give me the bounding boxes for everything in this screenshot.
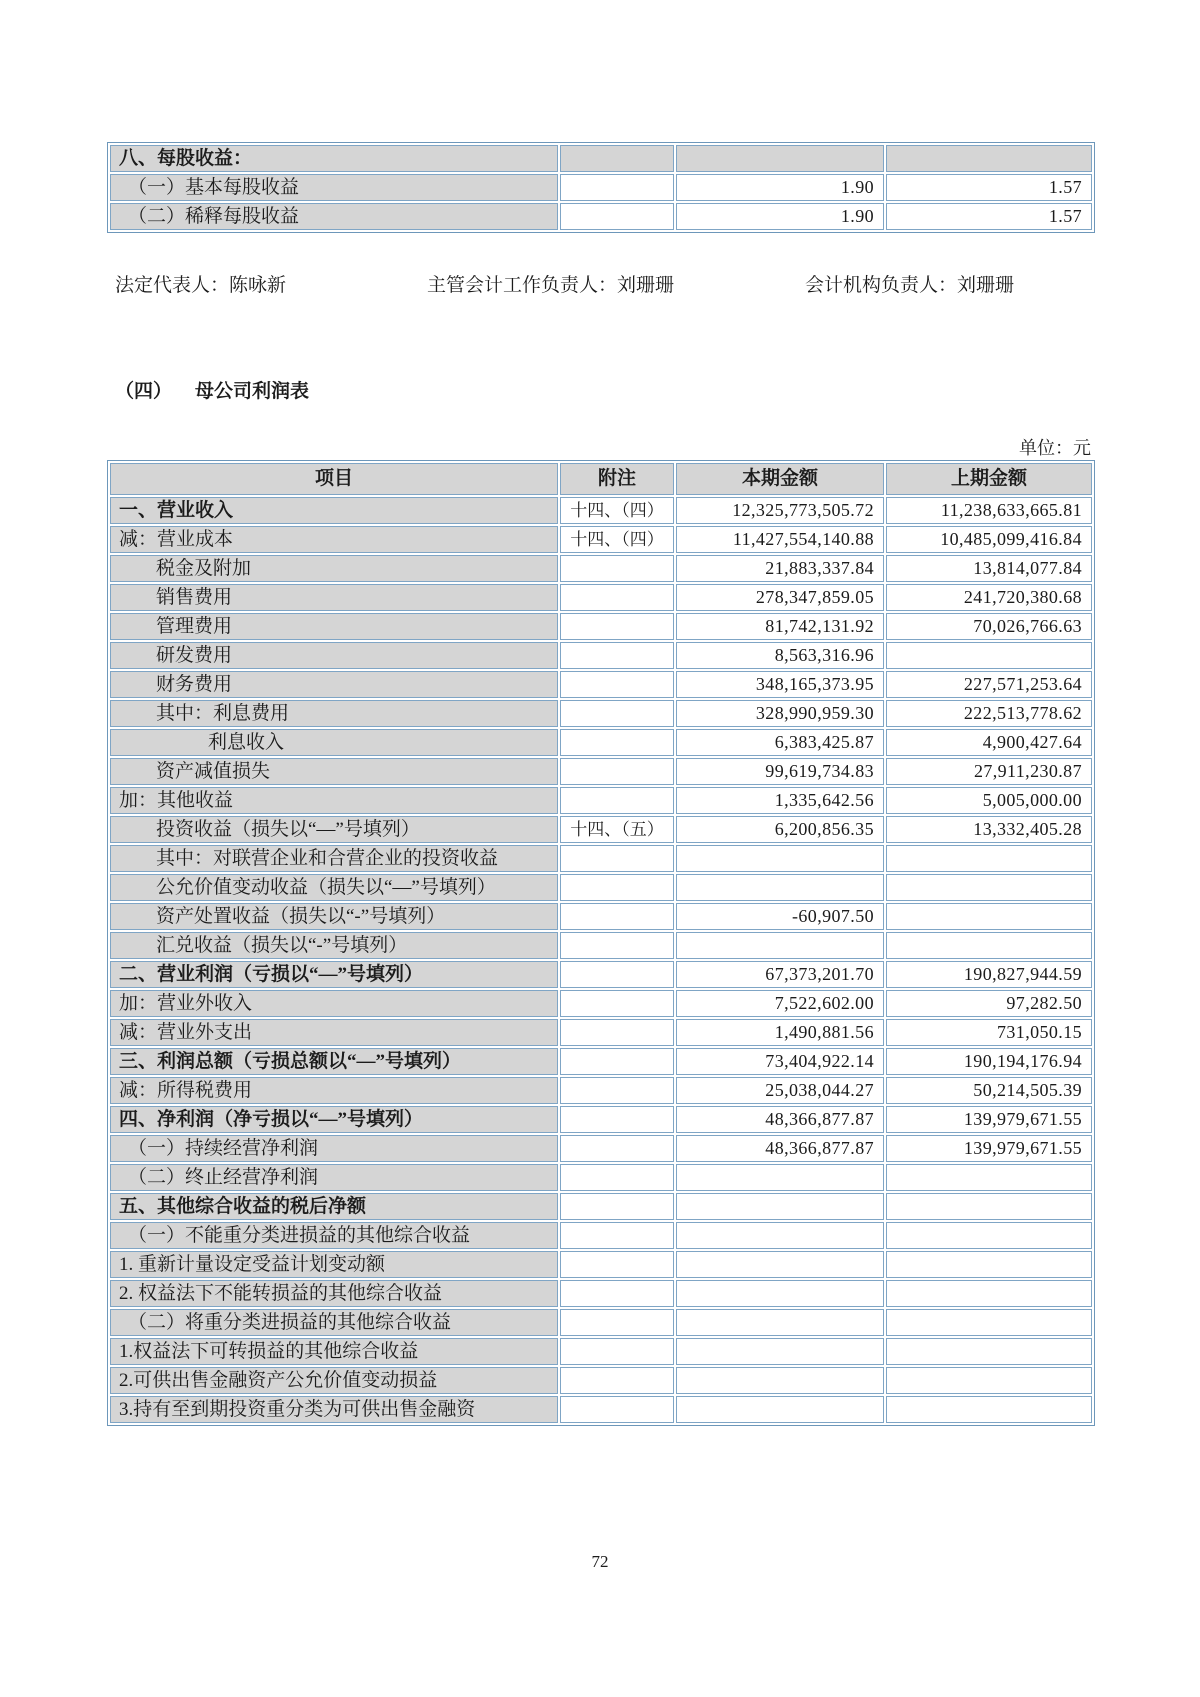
row-note: [560, 1193, 674, 1220]
row-previous-amount: 1.57: [886, 174, 1092, 201]
row-previous-amount: [886, 1396, 1092, 1423]
row-current-amount: [676, 874, 884, 901]
row-current-amount: 1,490,881.56: [676, 1019, 884, 1046]
page-content: [107, 0, 1093, 1697]
row-label: 2. 权益法下不能转损益的其他综合收益: [110, 1280, 558, 1307]
row-label: 减：营业外支出: [110, 1019, 558, 1046]
row-label: 其中：对联营企业和合营企业的投资收益: [110, 845, 558, 872]
row-previous-amount: 27,911,230.87: [886, 758, 1092, 785]
row-note: [560, 1367, 674, 1394]
row-current-amount: 67,373,201.70: [676, 961, 884, 988]
column-header-row: [110, 463, 1092, 495]
row-label: （二）终止经营净利润: [110, 1164, 558, 1191]
row-previous-amount: 11,238,633,665.81: [886, 497, 1092, 524]
row-label: （二）将重分类进损益的其他综合收益: [110, 1309, 558, 1336]
row-previous-amount: 10,485,099,416.84: [886, 526, 1092, 553]
table-row: [110, 1106, 1092, 1133]
row-note: [560, 1164, 674, 1191]
table-row: [110, 1222, 1092, 1249]
row-label: 一、营业收入: [110, 497, 558, 524]
table-row: [110, 1309, 1092, 1336]
row-current-amount: [676, 1338, 884, 1365]
table-row: [110, 613, 1092, 640]
table-row: [110, 845, 1092, 872]
row-note: [560, 700, 674, 727]
row-current-amount: 1,335,642.56: [676, 787, 884, 814]
row-note: [560, 584, 674, 611]
column-header-previous-amount: 上期金额: [886, 463, 1092, 495]
row-note: 十四、（四）: [560, 497, 674, 524]
row-previous-amount: 731,050.15: [886, 1019, 1092, 1046]
table-row: [110, 1338, 1092, 1365]
row-note: [560, 1019, 674, 1046]
row-previous-amount: 139,979,671.55: [886, 1106, 1092, 1133]
row-note: [560, 874, 674, 901]
row-label: 投资收益（损失以“—”号填列）: [110, 816, 558, 843]
row-previous-amount: [886, 1222, 1092, 1249]
row-current-amount: [676, 1251, 884, 1278]
table-row: [110, 1077, 1092, 1104]
row-note: 十四、（四）: [560, 526, 674, 553]
row-current-amount: [676, 845, 884, 872]
row-note: [560, 1106, 674, 1133]
row-previous-amount: [886, 874, 1092, 901]
row-note: [560, 1280, 674, 1307]
row-note: [560, 1309, 674, 1336]
row-current-amount: [676, 1193, 884, 1220]
row-previous-amount: [886, 932, 1092, 959]
unit-label: 单位：元: [1019, 438, 1091, 458]
row-label: 1.权益法下可转损益的其他综合收益: [110, 1338, 558, 1365]
row-current-amount: 48,366,877.87: [676, 1106, 884, 1133]
row-note: [560, 758, 674, 785]
row-label: 3.持有至到期投资重分类为可供出售金融资: [110, 1396, 558, 1423]
row-note: [560, 932, 674, 959]
row-current-amount: [676, 1396, 884, 1423]
row-label: 公允价值变动收益（损失以“—”号填列）: [110, 874, 558, 901]
row-current-amount: [676, 1280, 884, 1307]
table-row: [110, 1280, 1092, 1307]
row-label: 其中：利息费用: [110, 700, 558, 727]
row-label: 管理费用: [110, 613, 558, 640]
row-label: 资产处置收益（损失以“-”号填列）: [110, 903, 558, 930]
row-note: [560, 787, 674, 814]
table-row: [110, 1019, 1092, 1046]
row-note: [560, 1077, 674, 1104]
row-note: [560, 145, 674, 172]
row-note: [560, 1048, 674, 1075]
row-current-amount: 6,383,425.87: [676, 729, 884, 756]
row-label: （一）持续经营净利润: [110, 1135, 558, 1162]
table-row: [110, 555, 1092, 582]
row-previous-amount: [886, 145, 1092, 172]
row-label: 销售费用: [110, 584, 558, 611]
row-note: [560, 1222, 674, 1249]
row-previous-amount: 241,720,380.68: [886, 584, 1092, 611]
row-current-amount: 73,404,922.14: [676, 1048, 884, 1075]
row-previous-amount: [886, 1309, 1092, 1336]
table-row: [110, 961, 1092, 988]
row-label: 汇兑收益（损失以“-”号填列）: [110, 932, 558, 959]
row-previous-amount: 13,814,077.84: [886, 555, 1092, 582]
row-note: [560, 1396, 674, 1423]
table-row: [110, 584, 1092, 611]
table-row: [110, 874, 1092, 901]
row-current-amount: 1.90: [676, 174, 884, 201]
row-previous-amount: 70,026,766.63: [886, 613, 1092, 640]
row-previous-amount: [886, 1367, 1092, 1394]
section-title-text: 母公司利润表: [195, 381, 310, 402]
row-current-amount: 348,165,373.95: [676, 671, 884, 698]
row-note: [560, 961, 674, 988]
signature-line: [107, 270, 1093, 296]
row-current-amount: 12,325,773,505.72: [676, 497, 884, 524]
row-current-amount: 99,619,734.83: [676, 758, 884, 785]
row-current-amount: [676, 1309, 884, 1336]
row-label: 减：营业成本: [110, 526, 558, 553]
row-label: 利息收入: [110, 729, 558, 756]
row-note: [560, 990, 674, 1017]
row-previous-amount: [886, 845, 1092, 872]
row-label: 四、净利润（净亏损以“—”号填列）: [110, 1106, 558, 1133]
row-previous-amount: [886, 1193, 1092, 1220]
table-row: [110, 990, 1092, 1017]
table-row: [110, 526, 1092, 553]
row-label: 二、营业利润（亏损以“—”号填列）: [110, 961, 558, 988]
row-current-amount: 11,427,554,140.88: [676, 526, 884, 553]
row-previous-amount: 190,194,176.94: [886, 1048, 1092, 1075]
row-label: 研发费用: [110, 642, 558, 669]
row-label: （二）稀释每股收益: [110, 203, 558, 230]
row-note: [560, 671, 674, 698]
table-row: [110, 671, 1092, 698]
table-section-header-row: [110, 145, 1092, 172]
row-label: 加：营业外收入: [110, 990, 558, 1017]
row-previous-amount: 5,005,000.00: [886, 787, 1092, 814]
table-row: [110, 1135, 1092, 1162]
row-label: 2.可供出售金融资产公允价值变动损益: [110, 1367, 558, 1394]
section-index: （四）: [115, 381, 173, 402]
row-label: 加：其他收益: [110, 787, 558, 814]
chief-accountant-signature: 主管会计工作负责人：刘珊珊: [427, 275, 675, 296]
accounting-department-head-signature: 会计机构负责人：刘珊珊: [805, 275, 1015, 296]
row-previous-amount: 190,827,944.59: [886, 961, 1092, 988]
column-header-current-amount: 本期金额: [676, 463, 884, 495]
section-title: [115, 376, 309, 403]
row-previous-amount: 227,571,253.64: [886, 671, 1092, 698]
table-row: [110, 932, 1092, 959]
row-current-amount: 7,522,602.00: [676, 990, 884, 1017]
row-previous-amount: [886, 1280, 1092, 1307]
column-header-item: 项目: [110, 463, 558, 495]
row-previous-amount: 222,513,778.62: [886, 700, 1092, 727]
row-label: 三、利润总额（亏损总额以“—”号填列）: [110, 1048, 558, 1075]
row-current-amount: 8,563,316.96: [676, 642, 884, 669]
row-current-amount: [676, 932, 884, 959]
row-previous-amount: 139,979,671.55: [886, 1135, 1092, 1162]
row-previous-amount: 4,900,427.64: [886, 729, 1092, 756]
table-row: [110, 1193, 1092, 1220]
row-label: 减：所得税费用: [110, 1077, 558, 1104]
row-note: [560, 642, 674, 669]
table-row: [110, 497, 1092, 524]
row-previous-amount: [886, 903, 1092, 930]
row-previous-amount: [886, 1251, 1092, 1278]
row-current-amount: 48,366,877.87: [676, 1135, 884, 1162]
parent-company-income-statement-table: [107, 460, 1095, 1426]
table-row: [110, 1251, 1092, 1278]
page-number: 72: [591, 1552, 609, 1571]
row-label: 财务费用: [110, 671, 558, 698]
row-note: [560, 203, 674, 230]
row-current-amount: 328,990,959.30: [676, 700, 884, 727]
table-row: [110, 203, 1092, 230]
row-current-amount: [676, 1367, 884, 1394]
earnings-per-share-table: [107, 142, 1095, 233]
row-current-amount: 21,883,337.84: [676, 555, 884, 582]
row-previous-amount: 97,282.50: [886, 990, 1092, 1017]
row-current-amount: [676, 145, 884, 172]
row-current-amount: 1.90: [676, 203, 884, 230]
row-current-amount: -60,907.50: [676, 903, 884, 930]
row-note: [560, 1338, 674, 1365]
row-previous-amount: [886, 642, 1092, 669]
column-header-note: 附注: [560, 463, 674, 495]
row-note: [560, 1135, 674, 1162]
row-label: （一）不能重分类进损益的其他综合收益: [110, 1222, 558, 1249]
row-note: [560, 729, 674, 756]
table-row: [110, 1367, 1092, 1394]
table-row: [110, 729, 1092, 756]
table-row: [110, 1164, 1092, 1191]
table-row: [110, 1048, 1092, 1075]
row-label: 1. 重新计量设定受益计划变动额: [110, 1251, 558, 1278]
table-row: [110, 1396, 1092, 1423]
row-note: [560, 174, 674, 201]
table-row: [110, 816, 1092, 843]
row-note: 十四、（五）: [560, 816, 674, 843]
table-row: [110, 758, 1092, 785]
table-row: [110, 700, 1092, 727]
table-row: [110, 642, 1092, 669]
row-note: [560, 845, 674, 872]
row-label: 八、每股收益：: [110, 145, 558, 172]
row-previous-amount: [886, 1164, 1092, 1191]
table-row: [110, 174, 1092, 201]
legal-representative-signature: 法定代表人：陈咏新: [115, 275, 287, 296]
row-current-amount: 81,742,131.92: [676, 613, 884, 640]
row-label: 税金及附加: [110, 555, 558, 582]
row-previous-amount: [886, 1338, 1092, 1365]
row-current-amount: 278,347,859.05: [676, 584, 884, 611]
row-current-amount: [676, 1222, 884, 1249]
row-note: [560, 1251, 674, 1278]
table-row: [110, 903, 1092, 930]
row-current-amount: 6,200,856.35: [676, 816, 884, 843]
row-note: [560, 613, 674, 640]
row-label: （一）基本每股收益: [110, 174, 558, 201]
row-previous-amount: 1.57: [886, 203, 1092, 230]
row-previous-amount: 50,214,505.39: [886, 1077, 1092, 1104]
row-note: [560, 555, 674, 582]
row-current-amount: 25,038,044.27: [676, 1077, 884, 1104]
row-previous-amount: 13,332,405.28: [886, 816, 1092, 843]
table-row: [110, 787, 1092, 814]
row-note: [560, 903, 674, 930]
row-current-amount: [676, 1164, 884, 1191]
row-label: 五、其他综合收益的税后净额: [110, 1193, 558, 1220]
row-label: 资产减值损失: [110, 758, 558, 785]
